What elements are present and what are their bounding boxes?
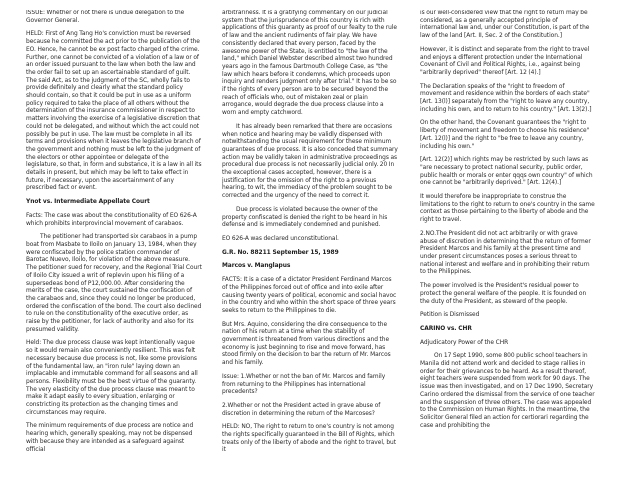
paragraph: FACTS: It is a case of a dictator President Ferdinand Marcos of the Philippines forced out of office and into exile after causing twenty years of political, economic and social havoc in the country and who within the short space of three years seeks to return to the Philippines to die. xyxy=(222,277,397,314)
paragraph: The petitioner had transported six carabaos in a pump boat from Masbate to Iloilo on January 13, 1984, when they were confiscated by the police station commander of Barotac Nuevo, Iloilo, for violation of the above measure. The petitioner sued for recovery, and the Regional Trial Court of Iloilo City issued a writ of replevin upon his filing of a supersedeas bond of P12,000.00. After considering the merits of the case, the court sustained the confiscation of the carabaos and, since they could no longer be produced, ordered the confiscation of the bond. The court also declined to rule on the constitutionality of the executive order, as raise by the petitioner, for lack of authority and also for its presumed validity. xyxy=(26,234,202,333)
case-heading: Marcos v. Manglapus xyxy=(222,263,291,270)
paragraph: The minimum requirements of due process are notice and hearing which, generally speaking, may not be dispensed with because they are intended as a safeguard against official xyxy=(26,423,194,453)
paragraph: Issue: 1.Whether or not the ban of Mr. Marcos and family from returning to the Philippines has international precedents? xyxy=(222,373,386,396)
paragraph: [Art. 12(2)] which rights may be restricted by such laws as "are necessary to protect national security, public order, public health or morals or enter qqqs own country" of which one cannot be "arbitrarily deprived." [Art. 12(4).] xyxy=(420,157,593,187)
paragraph: It has already been remarked that there are occasions when notice and hearing may be validly dispensed with notwithstanding the usual requirement for these minimum guarantees of due process. It is also conceded that summary action may be validly taken in administrative proceedings as procedural due process is not necessarily judicial only. 20 In the exceptional cases accepted, however, there is a justification for the omission of the right to a previous hearing, to wit, the immediacy of the problem sought to be corrected and the urgency of the need to correct it. xyxy=(222,123,398,200)
case-heading: Ynot vs. Intermediate Appellate Court xyxy=(26,199,150,206)
column-left xyxy=(26,10,202,488)
paragraph: However, it is distinct and separate from the right to travel and enjoys a different protection under the International Covenant of Civil and Political Rights, i.e., against being "arbitrarily deprived" thereof [Art. 12 (4).] xyxy=(420,46,590,76)
paragraph: 2.NO.The President did not act arbitrarily or with grave abuse of discretion in determining that the return of former President Marcos and his family at the present time and under present circumstances poses a serious threat to national interest and welfare and in prohibiting their return to the Philippines. xyxy=(420,230,591,276)
paragraph: Facts: The case was about the constitutionality of EO 626-A which prohibits interprovincial movement of carabaos. xyxy=(26,212,197,227)
paragraph: arbitrariness. It is a gratifying commentary on our judicial system that the jurisprudence of this country is rich with applications of this guaranty as proof of our fealty to the rule of law and the ancient rudiments of fair play. We have consistently declared that every person, faced by the awesome power of the State, is entitled to "the law of the land," which Daniel Webster described almost two hundred years ago in the famous Dartmouth College Case, as "the law which hears before it condemns, which proceeds upon inquiry and renders judgment only after trial." It has to be so if the rights of every person are to be secured beyond the reach of officials who, out of mistaken zeal or plain arrogance, would degrade the due process clause into a worn and empty catchword. xyxy=(222,10,397,117)
paragraph: EO 626-A was declared unconstitutional. xyxy=(222,235,339,242)
paragraph: Petition is Dismissed xyxy=(420,312,480,319)
paragraph: On 17 Sept 1990, some 800 public school teachers in Manila did not attend work and decided to stage rallies in order for their grievances to be heard. As a result thereof, eight teachers were suspended from work for 90 days. The issue was then investigated, and on 17 Dec 1990, Secretary Carino ordered the dismissal from the service of one teacher and the suspension of three others. The case was appealed to the Commission on Human Rights. In the meantime, the Solicitor General filed an action for certiorari regarding the case and prohibiting the xyxy=(420,353,595,429)
column-middle xyxy=(222,10,398,488)
paragraph: 2.Whether or not the President acted in grave abuse of discretion in determining the return of the Marcoses? xyxy=(222,402,381,417)
paragraph: Held: The due process clause was kept intentionally vague so it would remain also conveniently resilient. This was felt necessary because due process is not, like some provisions of the fundamental law, an "iron rule" laying down an implacable and immutable command for all seasons and all persons. Flexibility must be the best virtue of the guaranty. The very elasticity of the due process clause was meant to make it adapt easily to every situation, enlarging or constricting its protection as the changing times and circumstances may require. xyxy=(26,340,198,416)
paragraph: ISSUE: Whether or not there is undue delegation to the Governor General. xyxy=(26,10,185,24)
paragraph: The Declaration speaks of the "right to freedom of movement and residence within the borders of each state" [Art. 13(l)] separately from the "right to leave any country, including his own, and to return to his country." [Art. 13(2).] xyxy=(420,83,592,113)
case-heading: CARINO vs. CHR xyxy=(420,325,472,332)
column-right xyxy=(420,10,596,488)
paragraph: On the other hand, the Covenant guarantees the "right to liberty of movement and freedom to choose his residence" [Art. 12(l)] and the right to "be free to leave any country, including his own." xyxy=(420,120,590,150)
paragraph: But Mrs. Aquino, considering the dire consequence to the nation of his return at a time when the stability of government is threatened from various directions and the economy is just beginning to rise and move forward, has stood firmly on the decision to bar the return of Mr. Marcos and his family. xyxy=(222,321,391,367)
paragraph: The power involved is the President's residual power to protect the general welfare of the people. It is founded on the duty of the President, as steward of the people. xyxy=(420,283,587,305)
paragraph: Due process is violated because the owner of the property confiscated is denied the right to be heard in his defense and is immediately condemned and punished. xyxy=(222,206,388,229)
paragraph: is our well-considered view that the right to return may be considered, as a generally accepted principle of international law and, under our Constitution, is part of the law of the land [Art. II, Sec. 2 of the Constitution.] xyxy=(420,10,590,40)
paragraph: It would therefore be inappropriate to construe the limitations to the right to return to one's country in the same context as those pertaining to the liberty of abode and the right to travel. xyxy=(420,194,595,224)
paragraph: HELD: NO, The right to return to one's country is not among the rights specifically guaranteed in the Bill of Rights, which treats only of the liberty of abode and the right to travel, but it xyxy=(222,424,396,454)
paragraph: HELD: First of Ang Tang Ho's conviction must be reversed because he committed the act prior to the publication of the EO. Hence, he cannot be ex post facto charged of the crime. Further, one cannot be convicted of a violation of a law or of an order issued pursuant to the law when both the law and the order fail to set up an ascertainable standard of guilt. The said Act, as to the judgment of the SC, wholly fails to provide definitely and clearly what the standard policy should contain, so that it could be put in use as a uniform policy required to take the place of all others without the determination of the insurance commissioner in respect to matters involving the exercise of a legislative discretion that could not be delegated, and without which the act could not possibly be put in use. The law must be complete in all its terms and provisions when it leaves the legislative branch of the government and nothing must be left to the judgment of the electors or other appointee or delegate of the legislature, so that, in form and substance, it is a law in all its details in present, but which may be left to take effect in future, if necessary, upon the ascertainment of any prescribed fact or event. xyxy=(26,31,202,192)
paragraph: Adjudicatory Power of the CHR xyxy=(420,339,509,346)
case-heading: G.R. No. 88211 September 15, 1989 xyxy=(222,249,339,256)
